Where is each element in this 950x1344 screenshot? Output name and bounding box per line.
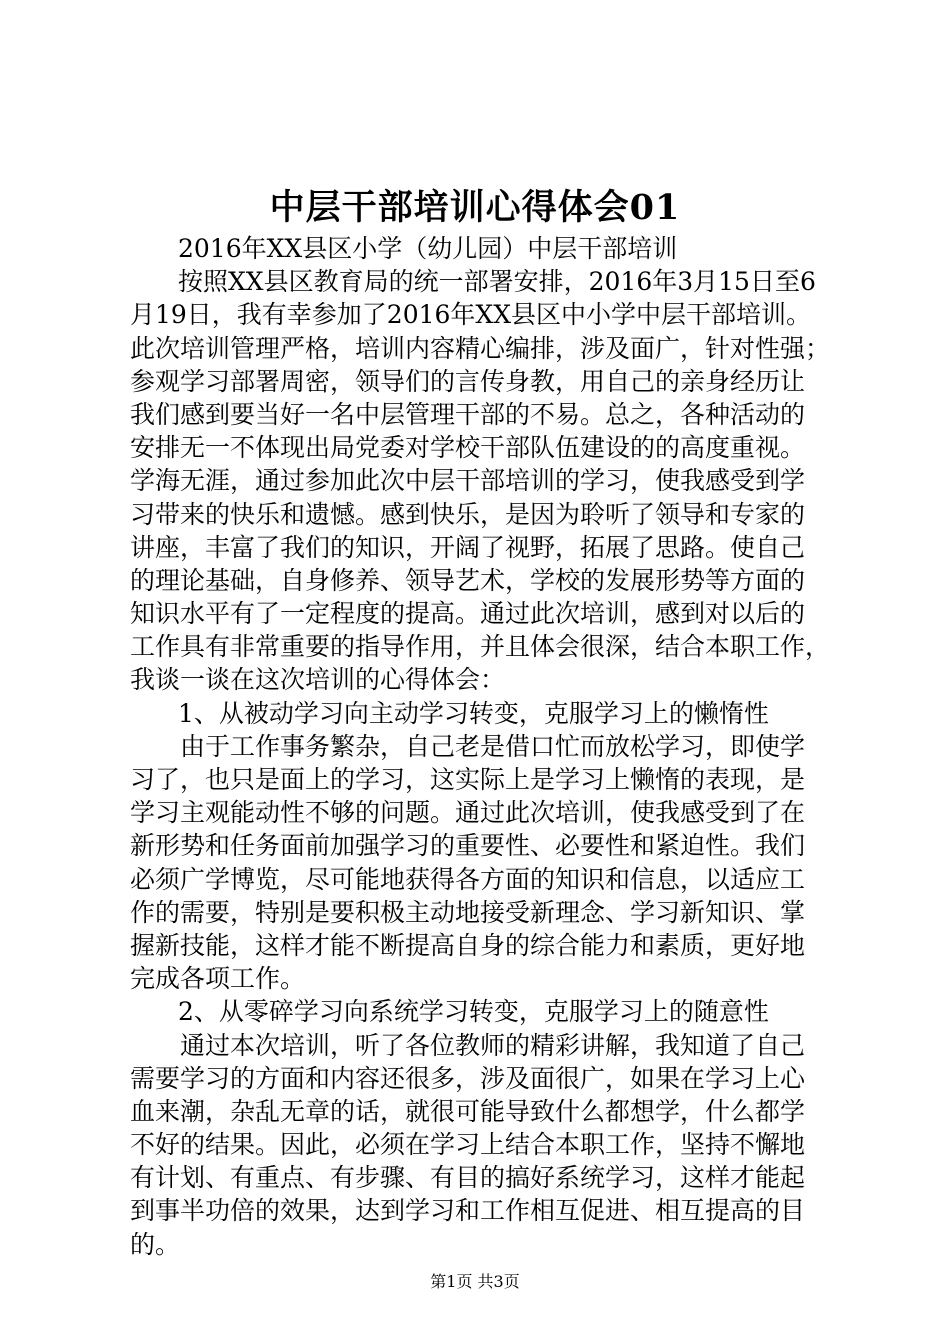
body-line: 2016年XX县区小学（幼儿园）中层干部培训 [178,234,678,263]
body-line: 习带来的快乐和遗憾。感到快乐，是因为聆听了领导和专家的 [130,499,806,529]
body-line: 我谈一谈在这次培训的心得体会： [130,665,506,695]
body-line: 到事半功倍的效果，达到学习和工作相互促进、相互提高的目 [130,1196,806,1226]
body-line: 血来潮，杂乱无章的话，就很可能导致什么都想学，什么都学 [130,1096,806,1126]
body-line: 安排无一不体现出局党委对学校干部队伍建设的的高度重视。 [130,433,806,463]
body-line: 学习主观能动性不够的问题。通过此次培训，使我感受到了在 [130,798,806,828]
body-line: 通过本次培训，听了各位教师的精彩讲解，我知道了自己 [180,1030,806,1060]
body-line: 作的需要，特别是要积极主动地接受新理念、学习新知识、掌 [130,897,806,927]
body-line: 完成各项工作。 [130,964,306,994]
body-line: 的理论基础，自身修养、领导艺术，学校的发展形势等方面的 [130,565,806,595]
body-line: 有计划、有重点、有步骤、有目的搞好系统学习，这样才能起 [130,1163,806,1193]
body-line: 此次培训管理严格，培训内容精心编排，涉及面广，针对性强； [130,333,831,363]
body-line: 月19日，我有幸参加了2016年XX县区中小学中层干部培训。 [130,300,812,330]
document-title: 中层干部培训心得体会01 [269,187,681,228]
body-line: 的。 [130,1229,181,1259]
body-line: 学海无涯，通过参加此次中层干部培训的学习，使我感受到学 [130,466,806,496]
body-line: 讲座，丰富了我们的知识，开阔了视野，拓展了思路。使自己 [130,532,806,562]
body-line: 由于工作事务繁杂，自己老是借口忙而放松学习，即使学 [180,731,806,761]
section-heading: 1、从被动学习向主动学习转变，克服学习上的懒惰性 [178,698,769,728]
body-line: 工作具有非常重要的指导作用，并且体会很深，结合本职工作， [130,632,831,662]
body-line: 握新技能，这样才能不断提高自身的综合能力和素质，更好地 [130,930,806,960]
body-line: 需要学习的方面和内容还很多，涉及面很广，如果在学习上心 [130,1063,806,1093]
body-line: 知识水平有了一定程度的提高。通过此次培训，感到对以后的 [130,599,806,629]
body-line: 我们感到要当好一名中层管理干部的不易。总之，各种活动的 [130,399,806,429]
body-line: 不好的结果。因此，必须在学习上结合本职工作，坚持不懈地 [130,1130,806,1160]
section-heading: 2、从零碎学习向系统学习转变，克服学习上的随意性 [178,997,769,1027]
body-line: 习了，也只是面上的学习，这实际上是学习上懒惰的表现，是 [130,765,806,794]
body-line: 参观学习部署周密，领导们的言传身教，用自己的亲身经历让 [130,366,806,396]
document-body [130,232,830,1261]
page-number: 第1页 共3页 [430,1272,520,1291]
body-line: 新形势和任务面前加强学习的重要性、必要性和紧迫性。我们 [130,831,806,861]
body-line: 按照XX县区教育局的统一部署安排，2016年3月15日至6 [178,267,816,297]
body-line: 必须广学博览，尽可能地获得各方面的知识和信息，以适应工 [130,864,806,894]
